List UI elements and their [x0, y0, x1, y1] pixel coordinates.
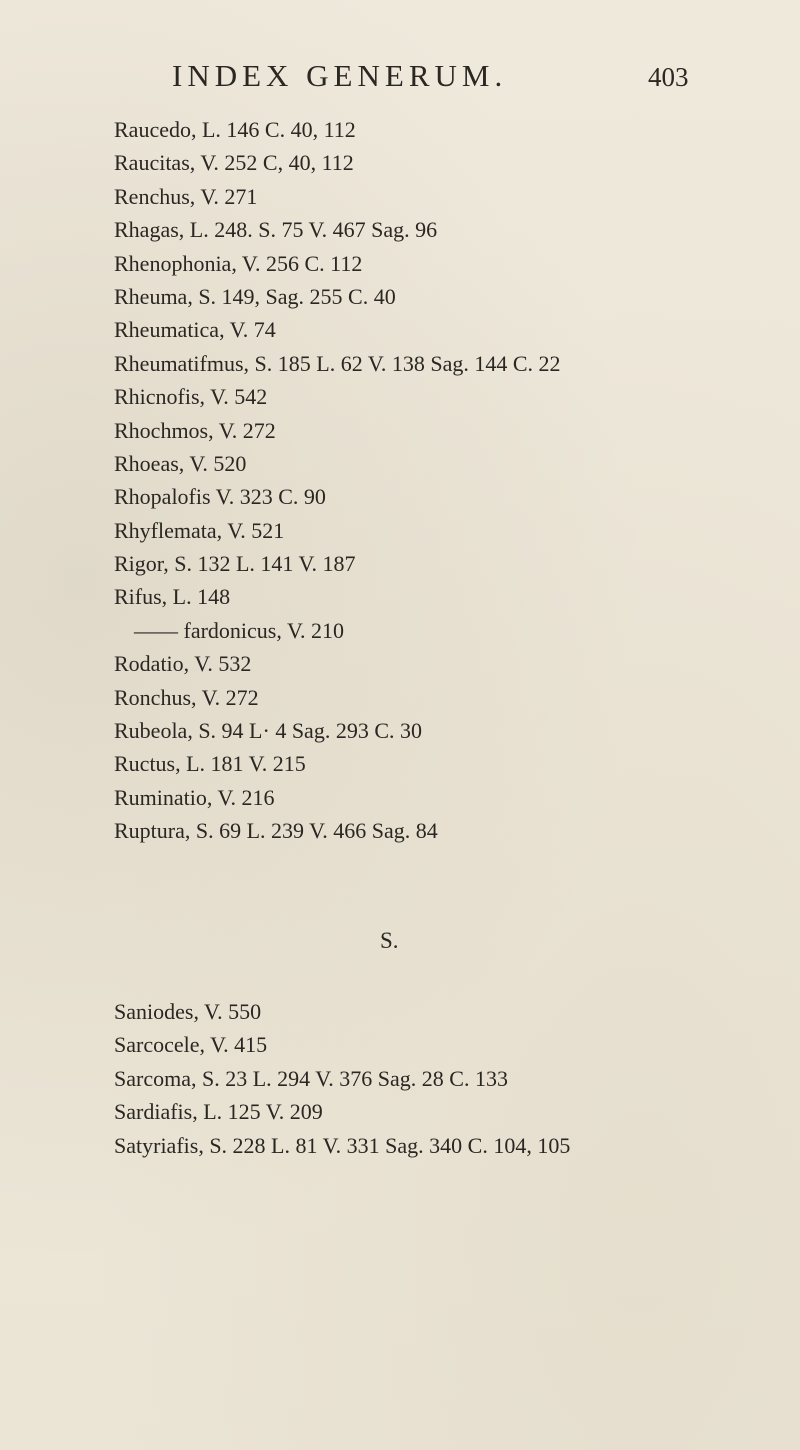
index-entry-rifus: Rifus, L. 148 — [114, 584, 231, 610]
running-title: INDEX GENERUM. — [172, 58, 508, 93]
index-entry-rifus-fardonicus: —— fardonicus, V. 210 — [134, 617, 345, 643]
index-entry-rheumatica: Rheumatica, V. 74 — [114, 317, 276, 343]
index-entry-raucitas: Raucitas, V. 252 C, 40, 112 — [114, 150, 354, 176]
index-section-r — [114, 113, 794, 848]
index-entry-rodatio: Rodatio, V. 532 — [114, 651, 252, 677]
index-entry-rhopalofis: Rhopalofis V. 323 C. 90 — [114, 484, 326, 510]
index-entry-raucedo: Raucedo, L. 146 C. 40, 112 — [114, 117, 356, 142]
index-entry-rheumatifmus: Rheumatifmus, S. 185 L. 62 V. 138 Sag. 144 C. 22 — [114, 350, 561, 376]
index-entry-renchus: Renchus, V. 271 — [114, 183, 258, 209]
index-entry-rubeola: Rubeola, S. 94 L· 4 Sag. 293 C. 30 — [114, 718, 422, 744]
index-section-s — [114, 995, 800, 1162]
index-entry-rhagas: Rhagas, L. 248. S. 75 V. 467 Sag. 96 — [114, 217, 438, 243]
index-entry-sarcoma: Sarcoma, S. 23 L. 294 V. 376 Sag. 28 C. 133 — [114, 1065, 508, 1091]
index-entry-ronchus: Ronchus, V. 272 — [114, 684, 259, 710]
running-head — [0, 58, 800, 98]
index-entry-rhicnofis: Rhicnofis, V. 542 — [114, 384, 268, 410]
index-entry-saniodes: Saniodes, V. 550 — [114, 999, 262, 1024]
index-entry-ruminatio: Ruminatio, V. 216 — [114, 784, 275, 810]
index-entry-rhoeas: Rhoeas, V. 520 — [114, 450, 247, 476]
index-entry-rhenophonia: Rhenophonia, V. 256 C. 112 — [114, 250, 363, 276]
section-heading-s: S. — [380, 928, 399, 953]
index-entry-ruptura: Ruptura, S. 69 L. 239 V. 466 Sag. 84 — [114, 818, 438, 844]
index-entry-ructus: Ructus, L. 181 V. 215 — [114, 751, 306, 777]
index-entry-rhochmos: Rhochmos, V. 272 — [114, 417, 276, 443]
page-number: 403 — [648, 62, 689, 92]
index-entry-sardiafis: Sardiafis, L. 125 V. 209 — [114, 1099, 323, 1125]
index-entry-rheuma: Rheuma, S. 149, Sag. 255 C. 40 — [114, 283, 396, 309]
index-entry-satyriafis: Satyriafis, S. 228 L. 81 V. 331 Sag. 340 C. 104, 105 — [114, 1132, 571, 1158]
index-entry-rhyflemata: Rhyflemata, V. 521 — [114, 517, 285, 543]
index-entry-sarcocele: Sarcocele, V. 415 — [114, 1032, 268, 1058]
index-entry-rigor: Rigor, S. 132 L. 141 V. 187 — [114, 551, 356, 577]
